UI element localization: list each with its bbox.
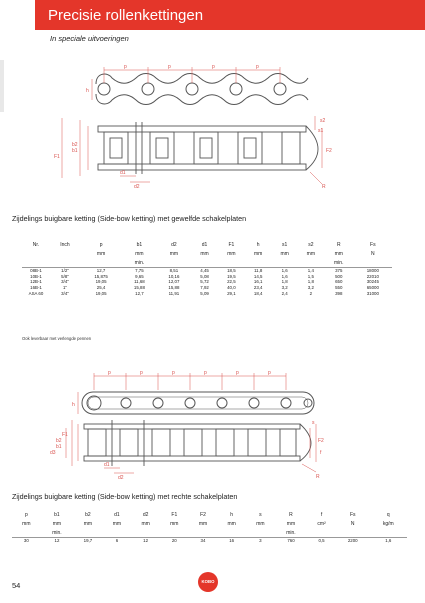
table-cell: 16: [229, 538, 235, 544]
table-min-row: [22, 258, 392, 268]
page-number: 54: [12, 581, 21, 590]
table-min-cell: [73, 528, 102, 538]
table-cell: 40,0: [227, 285, 236, 291]
table-min-cell: [245, 258, 272, 268]
table-cell: 5,72: [200, 279, 209, 285]
dim-r-label: R: [316, 474, 320, 480]
table-cell: 12B-1: [30, 279, 42, 285]
table-min-cell: min.: [41, 528, 74, 538]
table-unit-cell: kg/m: [382, 520, 394, 527]
table-unit-row: [22, 249, 392, 258]
table-min-cell: [80, 258, 122, 268]
page-title: Precisie rollenkettingen: [48, 7, 204, 24]
table-min-cell: min.: [275, 528, 308, 538]
table-cell: 8,51: [169, 268, 179, 274]
table-cell: 22010: [366, 273, 379, 279]
table-header-cell: R: [336, 241, 341, 248]
table-unit-cell: cm²: [317, 520, 326, 527]
table-min-cell: [272, 258, 298, 268]
table-header-cell: Fs: [349, 511, 356, 518]
table-cell: 9,65: [135, 273, 144, 279]
table-min-cell: min.: [324, 258, 354, 268]
table-min-cell: [157, 258, 192, 268]
table-cell: 4,45: [200, 268, 209, 274]
table-cell: 16,1: [253, 279, 263, 285]
table-header-cell: F1: [228, 241, 235, 248]
table-header-cell: d2: [171, 241, 177, 248]
dim-p-label: p: [236, 370, 239, 376]
table-unit-cell: mm: [83, 520, 93, 527]
table-cell: 1,5: [307, 273, 314, 279]
dim-d1-label: d1: [120, 170, 126, 176]
table-cell: 1,8: [307, 279, 314, 285]
dim-p-label: p: [172, 370, 175, 376]
table-cell: 18000: [366, 268, 379, 274]
table-cell: 15,875: [94, 273, 108, 279]
table-cell: 550: [335, 285, 343, 291]
table-cell: 19,05: [95, 279, 107, 285]
table-header-cell: b1: [136, 241, 143, 248]
table-cell: 19,05: [95, 290, 107, 296]
dim-d2-label: d2: [118, 475, 124, 480]
table-cell: 65000: [366, 285, 379, 291]
table-unit-cell: mm: [256, 520, 265, 527]
table-cell: 2: [309, 290, 313, 296]
table-unit-cell: mm: [280, 250, 289, 257]
table-cell: 2200: [347, 538, 358, 544]
table-cell: 34: [200, 538, 206, 544]
kobo-logo: KOBO: [198, 572, 218, 592]
table-cell: 22,5: [227, 279, 236, 285]
table-header-cell: F2: [200, 511, 206, 518]
table-header-row: [22, 240, 392, 249]
spec-table-curved: [22, 240, 392, 296]
table-unit-cell: mm: [22, 520, 31, 527]
table-unit-row: [12, 519, 407, 528]
table-min-cell: min.: [122, 258, 157, 268]
table-cell: 3/4": [61, 290, 69, 296]
table-row: [22, 290, 392, 296]
chain-top-view: [96, 74, 308, 105]
table-cell: 12,7: [96, 268, 106, 274]
table-unit-cell: mm: [286, 520, 296, 527]
table-unit-cell: mm: [169, 250, 179, 257]
table-min-cell: [246, 528, 275, 538]
table-cell: 19,5: [227, 273, 236, 279]
dim-h-label: h: [72, 402, 75, 408]
table-cell: 1/2": [61, 268, 69, 274]
chain-diagram-curved: [0, 60, 425, 190]
table-cell: 398: [335, 290, 343, 296]
table-header-row: [12, 510, 407, 519]
table-unit-cell: mm: [170, 520, 179, 527]
table-cell: 1,8: [281, 279, 288, 285]
table-unit-cell: [50, 249, 80, 258]
table-cell: 5,09: [200, 290, 209, 296]
table-unit-cell: mm: [254, 250, 263, 257]
table-header-cell: b1: [54, 511, 60, 518]
table-cell: 14,5: [253, 273, 263, 279]
table-min-cell: [50, 258, 80, 268]
table-min-cell: [354, 258, 392, 268]
dim-p-label: p: [168, 64, 171, 70]
table-cell: 10B-1: [30, 273, 42, 279]
dim-f1-label: F1: [62, 432, 68, 438]
dim-s2-label: s2: [320, 118, 326, 124]
table-cell: 12,07: [168, 279, 180, 285]
table-min-cell: [160, 528, 189, 538]
dim-p-label: p: [256, 64, 259, 70]
table-cell: 7,75: [135, 268, 144, 274]
table-min-row: [12, 528, 407, 538]
dim-f2-label: F2: [318, 438, 324, 444]
table-min-cell: [217, 528, 246, 538]
spec-table-straight: [12, 510, 407, 544]
table-cell: 11,68: [134, 279, 145, 285]
table-unit-cell: mm: [227, 520, 236, 527]
table-cell: 1,6: [281, 273, 288, 279]
dim-d1-label: d1: [104, 462, 110, 468]
table-header-cell: h: [256, 241, 260, 248]
table-cell: 19,7: [83, 538, 93, 544]
dim-p-label: p: [124, 64, 127, 70]
dim-p-label: p: [268, 370, 271, 376]
table-unit-cell: mm: [52, 520, 62, 527]
table-unit-cell: mm: [112, 520, 122, 527]
table-unit-cell: mm: [227, 250, 236, 257]
table-header-cell: Nr.: [32, 241, 40, 248]
table-cell: 3: [259, 538, 262, 544]
table-cell: 23,4: [253, 285, 263, 291]
table-cell: 08B-1: [30, 268, 42, 274]
section2-caption: Zijdelings buigbare ketting (Side-bow ketting) met rechte schakelplaten: [12, 492, 238, 501]
table-header-cell: F1: [171, 511, 178, 518]
section1-caption: Zijdelings buigbare ketting (Side-bow ketting) met gewelfde schakelplaten: [12, 214, 247, 223]
chain-diagram-straight: [0, 368, 425, 480]
table-cell: 1,6: [281, 268, 288, 274]
table-cell: 12,7: [135, 290, 144, 296]
table-cell: 375: [335, 268, 343, 274]
table-min-cell: [191, 258, 218, 268]
table-min-cell: [12, 528, 41, 538]
dim-b2-label: b2: [72, 142, 78, 148]
table-min-cell: [218, 258, 245, 268]
table-cell: 30245: [366, 279, 379, 285]
table-unit-cell: N: [350, 520, 355, 527]
table-cell: 5/8": [61, 273, 69, 279]
chain-side-view-straight: [84, 420, 311, 466]
table-cell: 760: [287, 538, 295, 544]
chain-side-view: [98, 122, 318, 174]
table-cell: 30: [23, 538, 29, 544]
table-cell: 1,6: [385, 538, 392, 544]
table-header-cell: s: [259, 511, 262, 518]
table-unit-cell: mm: [141, 520, 150, 527]
table-unit-cell: mm: [334, 250, 343, 257]
table-header-cell: Fs: [370, 241, 376, 248]
table-cell: 11,91: [168, 290, 180, 296]
table-unit-cell: N: [370, 250, 375, 257]
table-cell: 12: [143, 538, 149, 544]
table-unit-cell: mm: [198, 520, 208, 527]
table-header-cell: Inch: [60, 241, 70, 248]
table-unit-cell: [22, 249, 50, 258]
page-header: [35, 0, 425, 30]
table-cell: 3,2: [307, 285, 314, 291]
table-cell: 25,4: [96, 285, 106, 291]
table-cell: ASA 60: [28, 290, 44, 296]
table-cell: 1": [62, 285, 67, 291]
dim-f-label: f: [320, 450, 322, 456]
table-min-cell: [189, 528, 218, 538]
table-cell: 5,08: [200, 273, 209, 279]
dim-s1-label: s1: [318, 128, 324, 134]
table-cell: 16B-1: [30, 285, 42, 291]
dim-p-label: p: [108, 370, 111, 376]
table-cell: 29,1: [227, 290, 236, 296]
dim-p-label: p: [212, 64, 215, 70]
table-cell: 500: [335, 273, 343, 279]
table-header-cell: d2: [142, 511, 149, 518]
table-cell: 12: [54, 538, 60, 544]
table-unit-cell: mm: [135, 250, 144, 257]
dim-h-label: h: [86, 88, 89, 94]
table-footnote: Ook leverbaar met verlengde pennen: [22, 336, 92, 341]
table-cell: 31000: [366, 290, 379, 296]
dim-b2-label: b2: [56, 438, 62, 444]
table-header-cell: d1: [114, 511, 120, 518]
table-header-cell: p: [24, 511, 28, 518]
dim-r-label: R: [322, 184, 326, 190]
table-header-cell: h: [230, 511, 234, 518]
table-cell: 18,4: [253, 290, 263, 296]
table-min-cell: [22, 258, 50, 268]
table-unit-cell: mm: [96, 250, 106, 257]
dim-b1-label: b1: [72, 148, 78, 154]
dim-f1-label: F1: [54, 154, 60, 160]
table-min-cell: [307, 528, 336, 538]
table-min-cell: [370, 528, 407, 538]
dim-f2-label: F2: [326, 148, 332, 154]
table-header-cell: p: [99, 241, 103, 248]
table-cell: 0,5: [318, 538, 325, 544]
table-cell: 15,88: [168, 285, 180, 291]
chain-top-view-straight: [82, 392, 314, 414]
table-min-cell: [103, 528, 132, 538]
table-cell: 11,8: [254, 268, 263, 274]
table-cell: 7,92: [200, 285, 209, 291]
table-row: [12, 538, 407, 544]
table-cell: 1,4: [307, 268, 314, 274]
dim-p-label: p: [204, 370, 207, 376]
dim-s-label: s: [312, 420, 315, 426]
table-min-cell: [298, 258, 324, 268]
table-header-cell: R: [289, 511, 293, 518]
table-cell: 3/4": [61, 279, 69, 285]
table-cell: 3,2: [281, 285, 288, 291]
table-unit-cell: mm: [200, 250, 209, 257]
table-min-cell: [336, 528, 370, 538]
table-min-cell: [131, 528, 160, 538]
table-cell: 10,16: [168, 273, 180, 279]
table-header-cell: b2: [85, 511, 91, 518]
table-header-cell: s2: [308, 241, 314, 248]
dim-b1-label: b1: [56, 444, 62, 450]
dim-d2-label: d2: [134, 184, 140, 190]
dim-p-label: p: [140, 370, 143, 376]
table-unit-cell: mm: [306, 250, 316, 257]
table-cell: 2,4: [281, 290, 288, 296]
table-header-cell: q: [386, 511, 390, 518]
table-header-cell: s1: [282, 241, 288, 248]
page-subtitle: In speciale uitvoeringen: [50, 34, 129, 43]
table-cell: 650: [335, 279, 343, 285]
table-header-cell: f: [320, 511, 323, 518]
table-cell: 20: [171, 538, 177, 544]
table-cell: 15,88: [133, 285, 145, 291]
dim-d3-label: d3: [50, 450, 56, 456]
table-cell: 6: [115, 538, 119, 544]
table-cell: 18,5: [227, 268, 236, 274]
table-header-cell: d1: [201, 241, 208, 248]
